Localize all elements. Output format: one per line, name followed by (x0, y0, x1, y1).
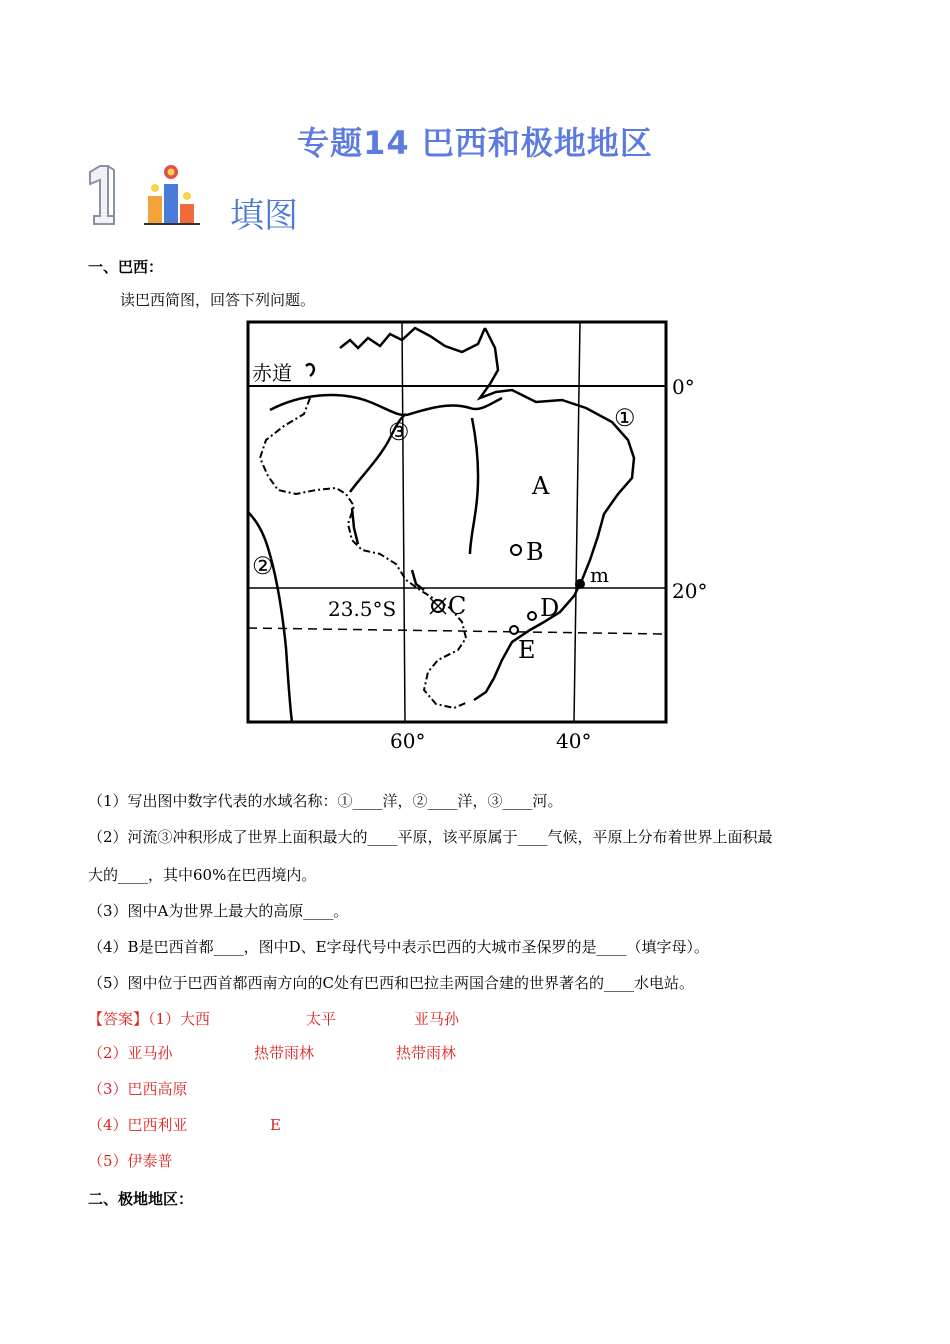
river-small-2 (412, 570, 424, 590)
section1-heading: 一、巴西： (88, 258, 164, 276)
question-4: （4）B是巴西首都____，图中D、E字母代号中表示巴西的大城市圣保罗的是____（填字母）。 (88, 938, 710, 956)
city-d (528, 612, 536, 620)
answer-2 (88, 1042, 457, 1064)
marker-2: ② (252, 552, 274, 580)
lon40-line (574, 322, 580, 722)
answer-3-a: （3）巴西高原 (88, 1080, 188, 1098)
answer-4-a: （4）巴西利亚 (88, 1116, 188, 1134)
answer-2-b: 热带雨林 (254, 1044, 315, 1062)
question-1: （1）写出图中数字代表的水域名称：①____洋，②____洋，③____河。 (88, 792, 563, 810)
banner-icon (86, 158, 226, 230)
dam-c (430, 598, 446, 614)
question-5: （5）图中位于巴西首都西南方向的C处有巴西和巴拉圭两国合建的世界著名的____水电站。 (88, 974, 695, 992)
banner-label: 填图 (230, 196, 298, 236)
page-title: 专题14 巴西和极地地区 (297, 124, 653, 162)
coastline (306, 328, 634, 700)
section2-heading: 二、极地地区： (88, 1190, 194, 1208)
lon-label-60: 60° (390, 729, 426, 753)
tropic-label: 23.5°S (328, 597, 397, 621)
answer-1-c: 亚马孙 (414, 1010, 460, 1028)
marker-c: C (448, 592, 467, 620)
answer-2-a: （2）亚马孙 (88, 1044, 173, 1062)
tocantins-river (470, 418, 478, 554)
brazil-map (240, 318, 720, 758)
marker-d: D (540, 594, 560, 622)
city-b (511, 545, 521, 555)
equator-label: 赤道 (252, 361, 292, 385)
lat-label-20: 20° (672, 579, 708, 603)
answer-tag: 【答案】 (88, 1010, 149, 1028)
answer-4-b: E (270, 1116, 281, 1134)
section1-intro: 读巴西简图，回答下列问题。 (120, 291, 316, 309)
answer-1-a: （1）大西 (148, 1010, 211, 1028)
answer-5-a: （5）伊泰普 (88, 1152, 173, 1170)
marker-1: ① (614, 404, 636, 432)
answer-5 (88, 1150, 173, 1172)
marker-3: ③ (388, 418, 410, 446)
river-small (352, 508, 358, 544)
marker-m: m (590, 563, 609, 587)
question-2: （2）河流③冲积形成了世界上面积最大的____平原，该平原属于____气候，平原上分布着世界上面积最 (88, 828, 773, 846)
marker-b: B (526, 538, 544, 566)
marker-e: E (518, 636, 536, 664)
answer-2-c: 热带雨林 (396, 1044, 457, 1062)
answer-4 (88, 1114, 281, 1136)
section-banner (86, 158, 486, 236)
border-line (260, 398, 468, 708)
answer-1 (88, 1008, 460, 1030)
amazon-river (270, 395, 502, 415)
west-coast (248, 512, 292, 722)
lat-label-0: 0° (672, 375, 695, 399)
question-2-cont: 大的____，其中60%在巴西境内。 (88, 866, 317, 884)
lon60-line (402, 322, 405, 722)
lon-label-40: 40° (556, 729, 592, 753)
answer-1-b: 太平 (306, 1010, 337, 1028)
answer-3 (88, 1078, 188, 1100)
question-3: （3）图中A为世界上最大的高原____。 (88, 902, 349, 920)
city-e (510, 626, 518, 634)
tropic-line (248, 628, 666, 634)
point-m (575, 579, 585, 589)
map-frame (248, 322, 666, 722)
marker-a: A (532, 472, 550, 500)
